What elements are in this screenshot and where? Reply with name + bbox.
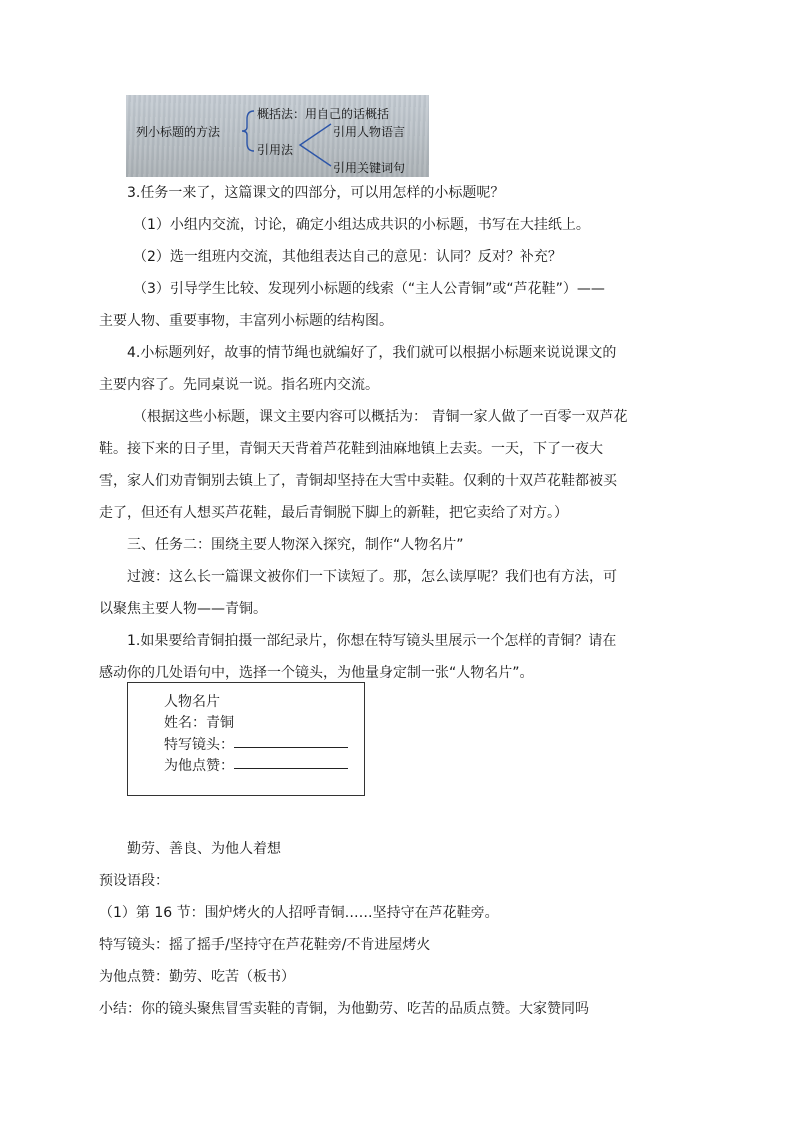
diagram-sub-character-language: 引用人物语言 (333, 125, 406, 139)
card-closeup-blank (234, 747, 348, 748)
text-line: （根据这些小标题，课文主要内容可以概括为： 青铜一家人做了一百零一双芦花 (133, 409, 628, 425)
text-line: 预设语段： (99, 873, 169, 889)
diagram-branch-quote: 引用法 (257, 143, 294, 157)
card-name: 姓名：青铜 (164, 715, 234, 731)
diagram-branch-summary: 概括法：用自己的话概括 (257, 107, 390, 121)
diagram-sub-key-sentences: 引用关键词句 (333, 161, 406, 175)
text-line: 以聚焦主要人物——青铜。 (99, 601, 267, 617)
text-line: 1.如果要给青铜拍摄一部纪录片，你想在特写镜头里展示一个怎样的青铜？请在 (127, 633, 617, 649)
diagram-root: 列小标题的方法 (136, 125, 221, 139)
text-line: 4.小标题列好，故事的情节绳也就编好了，我们就可以根据小标题来说说课文的 (127, 345, 617, 361)
card-praise-blank (234, 768, 348, 769)
text-line: 感动你的几处语句中，选择一个镜头，为他量身定制一张“人物名片”。 (99, 665, 534, 681)
text-line: 小结：你的镜头聚焦冒雪卖鞋的青铜，为他勤劳、吃苦的品质点赞。大家赞同吗 (99, 1001, 589, 1017)
text-line: 雪，家人们劝青铜别去镇上了，青铜却坚持在大雪中卖鞋。仅剩的十双芦花鞋都被买 (99, 473, 617, 489)
section-heading: 三、任务二：围绕主要人物深入探究，制作“人物名片” (127, 537, 464, 553)
text-line: 勤劳、善良、为他人着想 (127, 841, 281, 857)
text-line: 主要内容了。先同桌说一说。指名班内交流。 (99, 377, 379, 393)
text-line: （1）第 16 节：围炉烤火的人招呼青铜……坚持守在芦花鞋旁。 (99, 905, 499, 921)
text-line: （2）选一组班内交流，其他组表达自己的意见：认同？反对？补充？ (133, 249, 562, 265)
card-praise-label: 为他点赞： (164, 758, 234, 774)
text-line: （3）引导学生比较、发现列小标题的线索（“主人公青铜”或“芦花鞋”）—— (133, 281, 605, 297)
method-diagram (126, 95, 429, 177)
text-line: 3.任务一来了，这篇课文的四部分，可以用怎样的小标题呢？ (127, 185, 505, 201)
text-line: 特写镜头：摇了摇手/坚持守在芦花鞋旁/不肯进屋烤火 (99, 937, 431, 953)
text-line: 为他点赞：勤劳、吃苦（板书） (99, 969, 295, 985)
character-card (127, 682, 365, 796)
card-title: 人物名片 (164, 694, 220, 710)
text-line: （1）小组内交流，讨论，确定小组达成共识的小标题，书写在大挂纸上。 (133, 217, 590, 233)
text-line: 过渡：这么长一篇课文被你们一下读短了。那，怎么读厚呢？我们也有方法，可 (127, 569, 617, 585)
card-closeup-label: 特写镜头： (164, 737, 234, 753)
text-line: 主要人物、重要事物，丰富列小标题的结构图。 (99, 313, 393, 329)
text-line: 走了，但还有人想买芦花鞋，最后青铜脱下脚上的新鞋，把它卖给了对方。） (99, 505, 568, 521)
text-line: 鞋。接下来的日子里，青铜天天背着芦花鞋到油麻地镇上去卖。一天，下了一夜大 (99, 441, 603, 457)
